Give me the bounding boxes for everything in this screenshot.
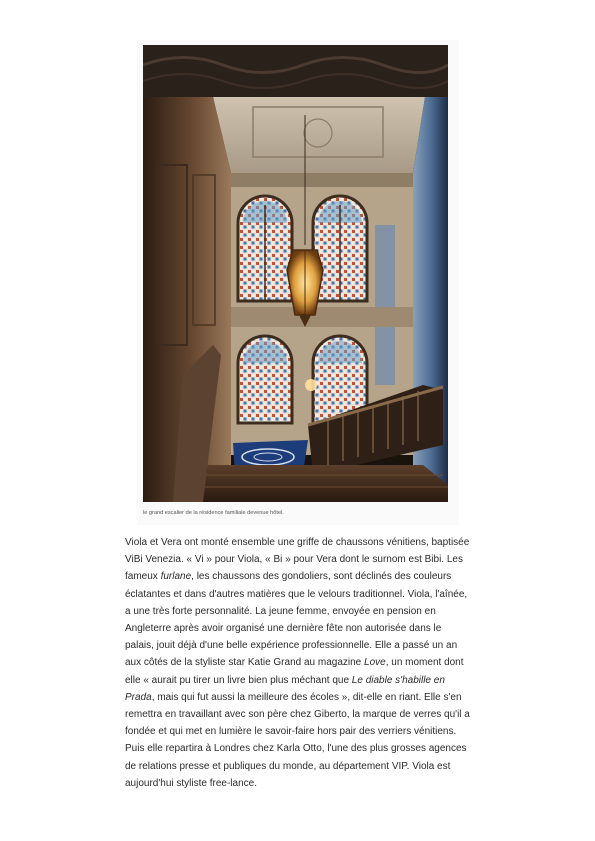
text-run-1: Viola et Vera ont monté ensemble une griffe de chaussons vénitiens, baptisée ViBi Venezia. « Vi » pour Viola, « Bi » pour Vera dont le surnom est Bibi. Les fameux [125, 537, 470, 583]
italic-diable: Le diable s'habille en Prada [125, 674, 445, 703]
text-run-2: , les chaussons des gondoliers, sont déclinés des couleurs éclatantes et dans d'autres matières que le velours traditionnel. Viola, l'aînée, a une très forte personnalité. La jeune femme, envoyée en pension en Angleterre après avoir organisé une dernière fête non autorisée dans le palais, jouit déjà d'une belle expérience professionnelle. Elle a passé un an aux côtés de la styliste star Katie Grand au magazine [125, 571, 468, 669]
text-run-4: , mais qui fut aussi la meilleure des écoles », dit-elle en riant. Elle s'en remettra en travaillant avec son père chez Giberto, la marque de verres qu'il a fondée et qui met en lumière le savoir-faire hors pair des verriers vénitiens. Puis elle repartira à Londres chez Karla Otto, l'une des plus grosses agences de relations presse et publiques du monde, au département VIP. Viola est aujourd'hui styliste free-lance. [125, 691, 470, 789]
article-body [125, 534, 471, 792]
text-run-3: , un moment dont elle « aurait pu tirer un livre bien plus méchant que [125, 657, 464, 686]
photo-caption: le grand escalier de la résidence familiale devenue hôtel. [143, 510, 284, 516]
staircase-illustration [143, 45, 448, 502]
italic-furlane: furlane [160, 571, 192, 583]
article-figure [137, 40, 459, 525]
italic-love: Love [364, 657, 386, 669]
article-paragraph [125, 534, 471, 792]
staircase-photo [143, 45, 448, 502]
